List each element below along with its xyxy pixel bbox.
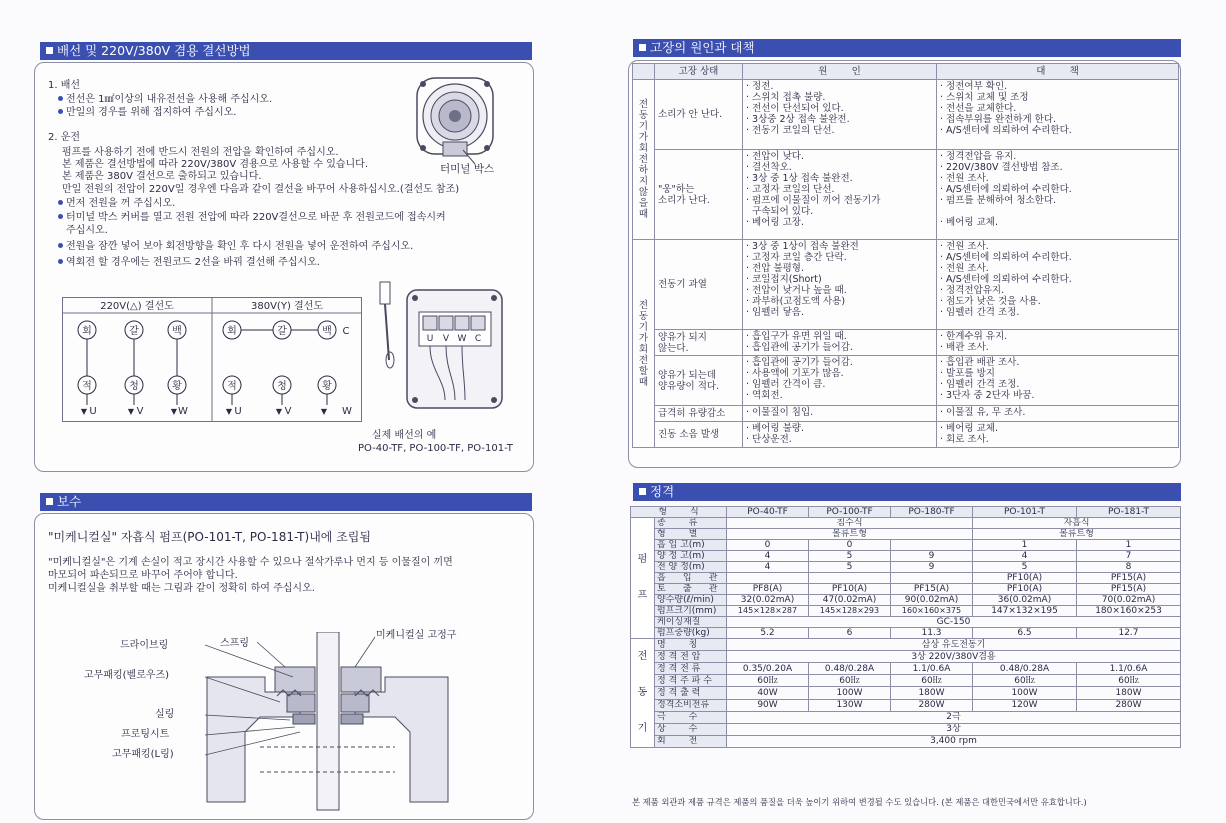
- spec-cell: 32(0.02mA): [727, 595, 809, 606]
- maintenance-para-2: 마모되어 파손되므로 바꾸어 주어야 합니다.: [48, 570, 238, 581]
- table-row: [631, 687, 1181, 699]
- square-bullet-icon: [46, 498, 53, 505]
- spec-cell: 160×160×375: [891, 606, 973, 617]
- spec-cell: 100W: [973, 687, 1077, 699]
- d220-v: V: [136, 406, 144, 417]
- table-row: [631, 595, 1181, 606]
- term-w: W: [457, 334, 467, 344]
- table-row: [631, 606, 1181, 617]
- maintenance-section-header: [40, 493, 532, 511]
- label-sealing: 실링: [155, 709, 175, 720]
- fault-head-cause: 원 인: [743, 64, 937, 80]
- s2-bullet-4: 역회전 할 경우에는 전원코드 2선을 바꿔 결선해 주십시오.: [58, 257, 320, 269]
- svg-text:▼: ▼: [80, 407, 88, 416]
- spec-cell: 8: [1077, 562, 1181, 573]
- mechanical-seal-cross-section: [205, 632, 450, 812]
- d380-u: U: [234, 406, 242, 417]
- spec-cell: 5: [809, 562, 891, 573]
- table-row: [631, 584, 1181, 595]
- s2-bullet-2: 터미널 박스 커버를 열고 전원 전압에 따라 220V결선으로 바꾼 후 전원코드에 접속시켜: [58, 212, 446, 224]
- maintenance-title: 보수: [57, 494, 82, 509]
- spec-cell: 1: [973, 540, 1077, 551]
- spec-cell: 2극: [727, 711, 1181, 723]
- spec-cell: 0.48/0.28A: [809, 663, 891, 675]
- table-row: [631, 663, 1181, 675]
- fault-cause: · 전압이 낮다. · 결선착오. · 3상 중 1상 접속 불완전. · 고정자 코일의 단선. · 펌프에 이물질이 끼어 전동기가 구속되어 있다. · 베어링 고장.: [743, 150, 937, 240]
- spec-cell: 180×160×253: [1077, 606, 1181, 617]
- fault-remedy: · 흡입관 배관 조사. · 발포를 방지 · 임펠러 간격 조정. · 3단자 중 2단자 바꿈.: [937, 356, 1179, 406]
- spec-label: 흡 입 고(m): [655, 540, 727, 551]
- spec-cell: 자흡식: [973, 518, 1181, 529]
- spec-cell: 60㎐: [727, 675, 809, 687]
- square-bullet-icon: [639, 488, 646, 495]
- spec-group-pump: 펌프: [631, 518, 655, 639]
- spec-label: 케이싱재질: [655, 617, 727, 628]
- spec-cell: 280W: [891, 699, 973, 711]
- table-row: [631, 551, 1181, 562]
- fault-head-state: 고장 상태: [655, 64, 743, 80]
- spec-cell: 1.1/0.6A: [1077, 663, 1181, 675]
- label-drive-ring: 드라이브링: [120, 640, 169, 651]
- table-row: [631, 617, 1181, 628]
- s1-title: 1. 배선: [48, 80, 81, 91]
- spec-cell: 120W: [973, 699, 1077, 711]
- spec-cell: 9: [891, 562, 973, 573]
- spec-cell: 0: [809, 540, 891, 551]
- fault-remedy: · 정전여부 확인. · 스위치 교체 및 조정 · 전선을 교체한다. · 접속부위를 완전하게 한다. · A/S센터에 의뢰하여 수리한다.: [937, 80, 1179, 150]
- fault-state: 양유가 되는데 양유량이 적다.: [655, 356, 743, 406]
- spec-label: 정 격 전 류: [655, 663, 727, 675]
- fault-state: 급격히 유량감소: [655, 406, 743, 422]
- spec-cell: 47(0.02mA): [809, 595, 891, 606]
- s2-para-1: 펌프를 사용하기 전에 반드시 전원의 전압을 확인하여 주십시오.: [62, 147, 339, 158]
- spec-cell: [727, 573, 809, 584]
- label-seal-fixture: 미케니컬실 고정구: [376, 630, 457, 641]
- fault-table: [632, 63, 1179, 448]
- spec-cell: PF8(A): [727, 584, 809, 595]
- d380-v: V: [284, 406, 292, 417]
- spec-cell: 5: [809, 551, 891, 562]
- svg-text:▼: ▼: [170, 407, 178, 416]
- spec-head-po40: PO-40-TF: [727, 507, 809, 518]
- spec-cell: 60㎐: [891, 675, 973, 687]
- wiring-title: 배선 및 220V/380V 겸용 결선방법: [57, 43, 251, 58]
- spec-header-row: [631, 507, 1181, 518]
- spec-label: 명 칭: [655, 639, 727, 651]
- d220-title: 220V(△) 결선도: [100, 301, 174, 312]
- d380-node-bot-1: 적: [227, 381, 237, 392]
- spec-label: 정격소비전류: [655, 699, 727, 711]
- spec-cell: GC-150: [727, 617, 1181, 628]
- table-row: [631, 540, 1181, 551]
- spec-cell: 100W: [809, 687, 891, 699]
- d380-title: 380V(Y) 결선도: [251, 301, 323, 312]
- spec-cell: 7: [1077, 551, 1181, 562]
- fault-cause: · 정전. · 스위치 접촉 불량. · 전선이 단선되어 있다. · 3상중 2상 접속 불완전. · 전동기 코일의 단선.: [743, 80, 937, 150]
- spec-cell: [809, 573, 891, 584]
- spec-label: 펌프중량(kg): [655, 628, 727, 639]
- spec-cell: 3상: [727, 723, 1181, 735]
- spec-cell: [891, 540, 973, 551]
- spec-cell: 3,400 rpm: [727, 735, 1181, 747]
- spec-head-po101: PO-101-T: [973, 507, 1077, 518]
- table-row: [631, 651, 1181, 663]
- spec-head-model: 형 식: [631, 507, 727, 518]
- table-row: [633, 356, 1179, 406]
- fault-state: "웅"하는 소리가 난다.: [655, 150, 743, 240]
- svg-text:▼: ▼: [225, 407, 233, 416]
- fault-cause: · 3상 중 1상이 접속 불완전 · 고정자 코일 층간 단락. · 전압 불평형. · 코일접지(Short) · 전압이 낮거나 높을 때. · 과부하(고점도액 사용) · 임펠러 닿음.: [743, 240, 937, 330]
- term-u: U: [426, 334, 434, 344]
- spec-cell: 130W: [809, 699, 891, 711]
- spec-section-header: [633, 483, 1181, 501]
- spec-cell: 9: [891, 551, 973, 562]
- spec-cell: 0: [727, 540, 809, 551]
- table-row: [631, 711, 1181, 723]
- spec-cell: 3상 220V/380V겸용: [727, 651, 1181, 663]
- svg-text:▼: ▼: [320, 407, 328, 416]
- spec-head-po100: PO-100-TF: [809, 507, 891, 518]
- spec-cell: 볼류트형: [973, 529, 1181, 540]
- svg-text:▼: ▼: [127, 407, 135, 416]
- spec-cell: 1.1/0.6A: [891, 663, 973, 675]
- table-row: [631, 529, 1181, 540]
- spec-cell: 90(0.02mA): [891, 595, 973, 606]
- square-bullet-icon: [46, 47, 53, 54]
- table-row: [631, 699, 1181, 711]
- spec-cell: 4: [727, 551, 809, 562]
- fault-cause: · 흡입구가 유면 위일 때. · 흡입관에 공기가 들어감.: [743, 330, 937, 356]
- spec-label: 종 류: [655, 518, 727, 529]
- spec-cell: 4: [727, 562, 809, 573]
- fault-remedy: · 이물질 유, 무 조사.: [937, 406, 1179, 422]
- spec-cell: 147×132×195: [973, 606, 1077, 617]
- table-row: [631, 518, 1181, 529]
- spec-cell: 11.3: [891, 628, 973, 639]
- spec-cell: 180W: [1077, 687, 1181, 699]
- spec-cell: PF10(A): [809, 584, 891, 595]
- spec-label: 펌프크기(mm): [655, 606, 727, 617]
- spec-label: 형 별: [655, 529, 727, 540]
- maintenance-para-3: 미케니컬실을 취부할 때는 그림과 같이 정확히 하여 주십시오.: [48, 583, 315, 594]
- d380-c-label: C: [342, 326, 350, 337]
- actual-wiring-caption-2: PO-40-TF, PO-100-TF, PO-101-T: [358, 443, 513, 454]
- spec-cell: 4: [973, 551, 1077, 562]
- d220-node-bot-2: 청: [129, 381, 139, 392]
- spec-cell: PF15(A): [1077, 584, 1181, 595]
- spec-label: 양수량(ℓ/min): [655, 595, 727, 606]
- wiring-section-header: [40, 42, 532, 60]
- spec-label: 상 수: [655, 723, 727, 735]
- d380-w: W: [342, 406, 352, 417]
- fault-state: 진동 소음 발생: [655, 422, 743, 448]
- d380-node-bot-2: 청: [277, 381, 287, 392]
- fault-cause: · 베어링 불량. · 단상운전.: [743, 422, 937, 448]
- spec-cell: PF15(A): [1077, 573, 1181, 584]
- table-row: [633, 422, 1179, 448]
- terminal-box-label: 터미널 박스: [440, 163, 495, 175]
- s2-bullet-3: 전원을 잠깐 넣어 보아 회전방향을 확인 후 다시 전원을 넣어 운전하여 주십시오.: [58, 241, 413, 253]
- spec-cell: 60㎐: [809, 675, 891, 687]
- spec-cell: 볼류트형: [727, 529, 973, 540]
- spec-cell: 36(0.02mA): [973, 595, 1077, 606]
- svg-text:▼: ▼: [275, 407, 283, 416]
- spec-cell: 삼상 유도전동기: [727, 639, 1181, 651]
- spec-label: 토 출 관: [655, 584, 727, 595]
- spec-cell: 6.5: [973, 628, 1077, 639]
- motor-top-view-illustration: [405, 70, 505, 165]
- d220-node-top-1: 회: [82, 326, 92, 337]
- table-row: [631, 573, 1181, 584]
- table-row: [631, 562, 1181, 573]
- s2-para-4: 만일 전원의 전압이 220V일 경우엔 다음과 같이 결선을 바꾸어 사용하십시오.(결선도 참조): [62, 184, 460, 195]
- spec-cell: PF10(A): [973, 573, 1077, 584]
- table-row: [631, 628, 1181, 639]
- spec-cell: 침수식: [727, 518, 973, 529]
- fault-remedy: · 정격전압을 유지. · 220V/380V 결선방법 참조. · 전원 조사. · A/S센터에 의뢰하여 수리한다. · 펌프를 분해하여 청소한다. · 베어링 교체.: [937, 150, 1179, 240]
- square-bullet-icon: [639, 44, 646, 51]
- label-spring: 스프링: [220, 638, 249, 649]
- fault-head-remedy: 대 책: [937, 64, 1179, 80]
- spec-cell: 0.35/0.20A: [727, 663, 809, 675]
- fault-remedy: · 전원 조사. · A/S센터에 의뢰하여 수리한다. · 전원 조사. · A/S센터에 의뢰하여 수리한다. · 정격전압유지. · 점도가 낮은 것을 사용. · 임펠러 간격 조정.: [937, 240, 1179, 330]
- spec-cell: 0.48/0.28A: [973, 663, 1077, 675]
- spec-cell: 6: [809, 628, 891, 639]
- d380-node-top-1: 회: [227, 326, 237, 337]
- spec-cell: 60㎐: [1077, 675, 1181, 687]
- d220-node-bot-3: 황: [172, 381, 182, 392]
- table-row: [631, 639, 1181, 651]
- spec-cell: 145×128×293: [809, 606, 891, 617]
- s2-bullet-2b: 주십시오.: [66, 225, 108, 236]
- fault-state: 양유가 되지 않는다.: [655, 330, 743, 356]
- spec-cell: 145×128×287: [727, 606, 809, 617]
- fault-cat-rotating: 전동기가회전할때: [633, 240, 655, 448]
- spec-footnote: 본 제품 외관과 제품 규격은 제품의 품질을 더욱 높이기 위하여 변경될 수도 있습니다. (본 제품은 대한민국에서만 유효합니다.): [632, 797, 1087, 807]
- spec-table: [630, 506, 1181, 748]
- fault-section-header: [633, 39, 1181, 57]
- s1-bullet-1: 전선은 1㎟이상의 내유전선을 사용해 주십시오.: [58, 94, 272, 106]
- fault-cat-not-rotating: 전동기가회전하지않을때: [633, 80, 655, 240]
- fault-cause: · 흡입관에 공기가 들어감. · 사용액에 기포가 많음. · 임펠러 간격이 큼. · 역회전.: [743, 356, 937, 406]
- term-c: C: [474, 334, 482, 344]
- spec-cell: 1: [1077, 540, 1181, 551]
- table-row: [631, 723, 1181, 735]
- spec-label: 정 격 주 파 수: [655, 675, 727, 687]
- table-row: [631, 735, 1181, 747]
- wiring-diagram: [62, 297, 362, 422]
- table-row: [633, 406, 1179, 422]
- s2-para-2: 본 제품은 결선방법에 따라 220V/380V 겸용으로 사용할 수 있습니다.: [62, 159, 369, 170]
- table-row: [633, 330, 1179, 356]
- table-row: [633, 150, 1179, 240]
- fault-state: 전동기 과열: [655, 240, 743, 330]
- term-v: V: [442, 334, 450, 344]
- spec-cell: 280W: [1077, 699, 1181, 711]
- spec-cell: [891, 573, 973, 584]
- spec-cell: 5.2: [727, 628, 809, 639]
- table-row: [633, 80, 1179, 150]
- spec-label: 전 양 정(m): [655, 562, 727, 573]
- spec-cell: 90W: [727, 699, 809, 711]
- spec-cell: PF10(A): [973, 584, 1077, 595]
- d220-node-bot-1: 적: [82, 381, 92, 392]
- spec-label: 정 격 전 압: [655, 651, 727, 663]
- spec-cell: 12.7: [1077, 628, 1181, 639]
- fault-title: 고장의 원인과 대책: [650, 40, 755, 55]
- maintenance-subtitle: "미케니컬실" 자흡식 펌프(PO-101-T, PO-181-T)내에 조립됨: [48, 530, 371, 544]
- d220-node-top-3: 백: [172, 326, 182, 337]
- spec-cell: 40W: [727, 687, 809, 699]
- fault-remedy: · 한계수위 유지. · 배관 조사.: [937, 330, 1179, 356]
- s2-bullet-1: 먼저 전원을 꺼 주십시오.: [58, 198, 175, 210]
- spec-cell: 60㎐: [973, 675, 1077, 687]
- spec-cell: 180W: [891, 687, 973, 699]
- spec-label: 회 전: [655, 735, 727, 747]
- spec-cell: 5: [973, 562, 1077, 573]
- spec-label: 정 격 출 력: [655, 687, 727, 699]
- fault-state: 소리가 안 난다.: [655, 80, 743, 150]
- d380-node-top-2: 갈: [277, 326, 287, 337]
- label-bellows-packing: 고무패킹(벨로우즈): [84, 670, 170, 681]
- spec-title: 정격: [650, 484, 675, 499]
- spec-cell: PF15(A): [891, 584, 973, 595]
- spec-cell: 70(0.02mA): [1077, 595, 1181, 606]
- label-floating-seat: 프로팅시트: [121, 729, 170, 740]
- spec-label: 극 수: [655, 711, 727, 723]
- actual-wiring-caption-1: 실제 배선의 예: [372, 430, 437, 441]
- spec-label: 흡 입 관: [655, 573, 727, 584]
- d220-u: U: [89, 406, 97, 417]
- label-l-ring-packing: 고무패킹(L링): [112, 749, 174, 760]
- maintenance-para-1: "미케니컬실"은 기계 손실이 적고 장시간 사용할 수 있으나 절삭가루나 먼지 등 이물질이 끼면: [48, 557, 453, 568]
- d380-node-bot-3: 황: [322, 381, 332, 392]
- s2-para-3: 본 제품은 380V 결선으로 출하되고 있습니다.: [62, 171, 262, 182]
- s1-bullet-2: 만일의 경우를 위해 접지하여 주십시오.: [58, 107, 236, 119]
- s2-title: 2. 운전: [48, 132, 81, 143]
- terminal-box-illustration: [375, 280, 515, 430]
- fault-head-blank: [633, 64, 655, 80]
- spec-head-po181: PO-181-T: [1077, 507, 1181, 518]
- d220-node-top-2: 갈: [129, 326, 139, 337]
- table-row: [631, 675, 1181, 687]
- fault-cause: · 이물질이 침입.: [743, 406, 937, 422]
- table-row: [633, 240, 1179, 330]
- d380-node-top-3: 백: [322, 326, 332, 337]
- spec-group-motor: 전동기: [631, 639, 655, 748]
- spec-label: 양 정 고(m): [655, 551, 727, 562]
- d220-w: W: [178, 406, 188, 417]
- spec-head-po180: PO-180-TF: [891, 507, 973, 518]
- fault-remedy: · 베어링 교체. · 회로 조사.: [937, 422, 1179, 448]
